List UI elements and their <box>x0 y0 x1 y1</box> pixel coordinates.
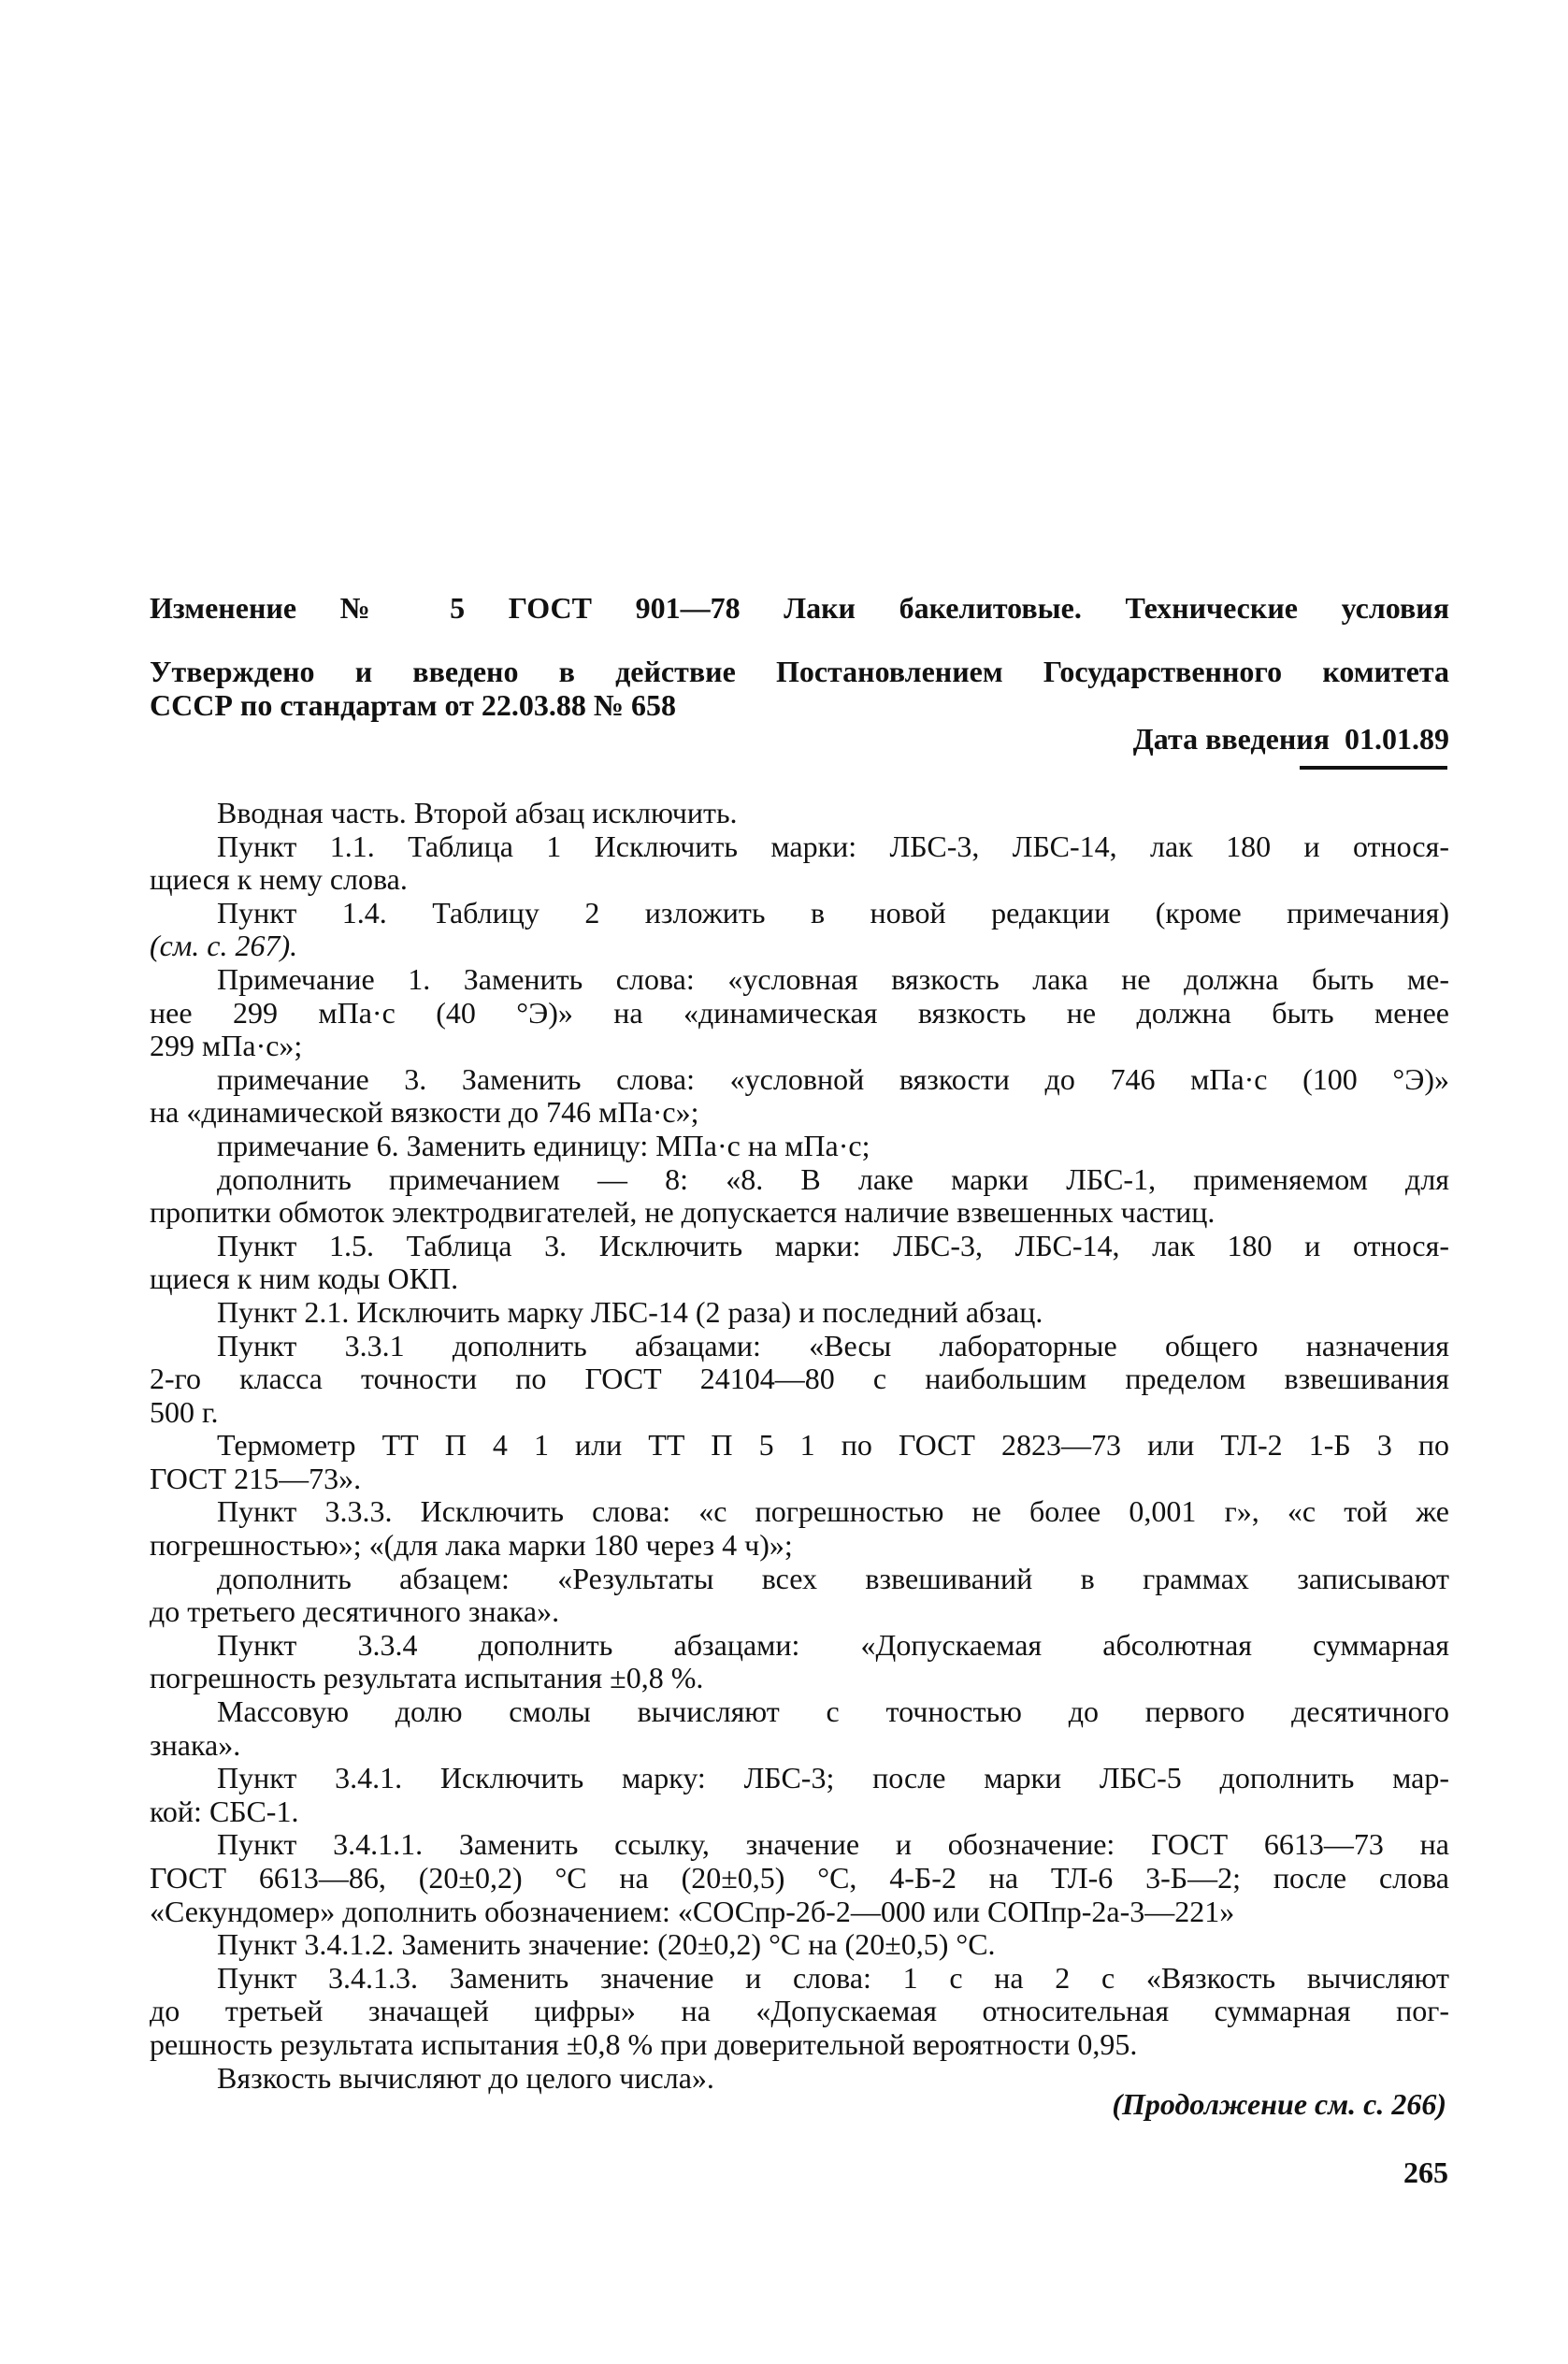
continuation-note: (Продолжение см. с. 266) <box>1112 2087 1446 2121</box>
text-line: щиеся к нему слова. <box>150 862 408 897</box>
document-title: Изменение № 5 ГОСТ 901—78 Лаки бакелитовые. Технические условия <box>150 591 1449 625</box>
paragraph <box>150 1296 1449 1330</box>
text-line: Пункт 3.3.4 дополнить абзацами: «Допускаемая абсолютная суммарная <box>217 1627 1449 1662</box>
text-line: дополнить примечанием — 8: «8. В лаке марки ЛБС-1, применяемом для <box>217 1161 1449 1196</box>
text-line: Пункт 3.3.1 дополнить абзацами: «Весы лабораторные общего назначения <box>217 1328 1449 1362</box>
text-line: 2-го класса точности по ГОСТ 24104—80 с наибольшим пределом взвешивания <box>150 1362 1449 1396</box>
text-line: дополнить абзацем: «Результаты всех взвешиваний в граммах записывают <box>217 1561 1449 1595</box>
text-line: Термометр ТТ П 4 1 или ТТ П 5 1 по ГОСТ 2823—73 или ТЛ-2 1-Б 3 по <box>217 1428 1449 1463</box>
paragraph <box>150 1163 1449 1230</box>
text-line: примечание 6. Заменить единицу: МПа·с на мПа·с; <box>217 1128 870 1162</box>
paragraph <box>150 830 1449 897</box>
paragraph <box>150 1762 1449 1828</box>
text-line: 299 мПа·с»; <box>150 1029 303 1063</box>
text-line: (см. с. 267). <box>150 929 298 963</box>
text-line: решность результата испытания ±0,8 % при доверительной вероятности 0,95. <box>150 2026 1138 2061</box>
paragraph <box>150 1230 1449 1296</box>
paragraph <box>150 1928 1449 1962</box>
date-underline <box>1300 766 1447 770</box>
text-line: Вводная часть. Второй абзац исключить. <box>217 796 738 829</box>
text-line: знака». <box>150 1727 241 1762</box>
text-line: на «динамической вязкости до 746 мПа·с»; <box>150 1095 699 1130</box>
text-line: пропитки обмоток электродвигателей, не допускается наличие взвешенных частиц. <box>150 1195 1216 1230</box>
approval-line-2: СССР по стандартам от 22.03.88 № 658 <box>150 688 676 722</box>
paragraph <box>150 1063 1449 1130</box>
text-line: кой: СБС-1. <box>150 1794 299 1828</box>
paragraph <box>150 1330 1449 1430</box>
paragraph <box>150 897 1449 963</box>
text-line: погрешность результата испытания ±0,8 %. <box>150 1661 704 1695</box>
text-line: нее 299 мПа·с (40 °Э)» на «динамическая вязкость не должна быть менее <box>150 995 1449 1030</box>
text-line: Вязкость вычисляют до целого числа». <box>217 2060 714 2095</box>
paragraph <box>150 1563 1449 1629</box>
text-line: «Секундомер» дополнить обозначением: «СОСпр-2б-2—000 или СОПпр-2а-3—221» <box>150 1894 1235 1928</box>
text-line: Пункт 1.5. Таблица 3. Исключить марки: ЛБС-3, ЛБС-14, лак 180 и относя- <box>217 1228 1449 1262</box>
text-line: погрешностью»; «(для лака марки 180 через 4 ч)»; <box>150 1528 793 1563</box>
text-line: Массовую долю смолы вычисляют с точностью до первого десятичного <box>217 1694 1449 1729</box>
text-line: Пункт 1.4. Таблицу 2 изложить в новой редакции (кроме примечания) <box>217 895 1449 930</box>
text-line: Примечание 1. Заменить слова: «условная вязкость лака не должна быть ме- <box>217 961 1449 996</box>
text-line: до третьего десятичного знака». <box>150 1594 560 1629</box>
paragraph <box>150 1130 1449 1163</box>
date-value: 01.01.89 <box>1345 722 1449 756</box>
approval-line-1: Утверждено и введено в действие Постановлением Государственного комитета <box>150 655 1449 688</box>
text-line: до третьей значащей цифры» на «Допускаемая относительная суммарная пог- <box>150 1994 1449 2028</box>
text-line: 500 г. <box>150 1394 219 1429</box>
document-body <box>150 797 1449 2095</box>
paragraph <box>150 1429 1449 1495</box>
paragraph <box>150 1695 1449 1762</box>
date-label: Дата введения <box>1132 722 1330 756</box>
text-line: Пункт 3.3.3. Исключить слова: «с погрешностью не более 0,001 г», «с той же <box>217 1494 1449 1529</box>
text-line: Пункт 3.4.1.3. Заменить значение и слова: 1 с на 2 с «Вязкость вычисляют <box>217 1960 1449 1995</box>
text-line: Пункт 3.4.1.1. Заменить ссылку, значение и обозначение: ГОСТ 6613—73 на <box>217 1827 1449 1862</box>
paragraph <box>150 963 1449 1063</box>
text-line: Пункт 1.1. Таблица 1 Исключить марки: ЛБС-3, ЛБС-14, лак 180 и относя- <box>217 829 1449 863</box>
paragraph <box>150 797 1449 830</box>
page-number: 265 <box>1403 2155 1448 2189</box>
text-line: примечание 3. Заменить слова: «условной вязкости до 746 мПа·с (100 °Э)» <box>217 1061 1449 1096</box>
paragraph <box>150 1828 1449 1928</box>
text-line: ГОСТ 6613—86, (20±0,2) °С на (20±0,5) °С, 4-Б-2 на ТЛ-6 3-Б—2; после слова <box>150 1861 1449 1895</box>
paragraph <box>150 1495 1449 1562</box>
text-line: ГОСТ 215—73». <box>150 1461 362 1495</box>
text-line: Пункт 3.4.1. Исключить марку: ЛБС-3; после марки ЛБС-5 дополнить мар- <box>217 1761 1449 1795</box>
text-line: Пункт 2.1. Исключить марку ЛБС-14 (2 раза) и последний абзац. <box>217 1294 1043 1329</box>
text-line: щиеся к ним коды ОКП. <box>150 1261 459 1296</box>
paragraph <box>150 1629 1449 1695</box>
effective-date <box>150 722 1449 756</box>
paragraph <box>150 1962 1449 2062</box>
text-line: Пункт 3.4.1.2. Заменить значение: (20±0,2) °С на (20±0,5) °С. <box>217 1927 996 1962</box>
